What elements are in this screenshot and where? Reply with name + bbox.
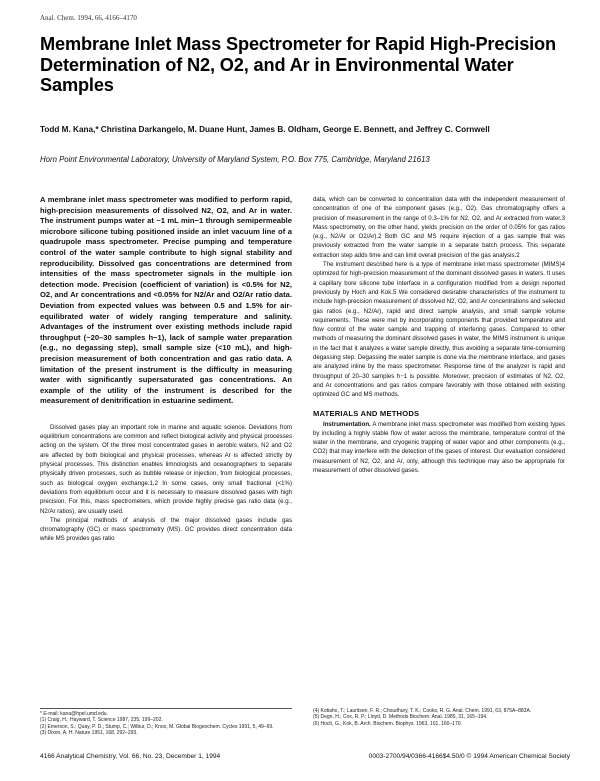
footnote: (2) Emerson, S.; Quay, P. D.; Stump, C.; Wilbur, D.; Knox, M. Global Biogeochem. Cycles 1991, 5, 49–69. [40, 723, 274, 730]
right-column [313, 195, 565, 475]
footnote: (4) Kotiaho, T.; Lauritsen, F. R.; Choudhury, T. K.; Cooks, R. G. Anal. Chem. 1991, 63, 875A–883A. [313, 708, 532, 714]
author-list: Todd M. Kana,* Christina Darkangelo, M. Duane Hunt, James B. Oldham, George E. Bennett, and Jeffrey C. Cornwell [40, 125, 490, 134]
footnote: (6) Hoch, G.; Kok, B. Arch. Biochem. Biophys. 1963, 101, 160–170. [313, 720, 462, 727]
intro-paragraph-1: Dissolved gases play an important role in marine and aquatic science. Deviations from equilibrium concentrations are common and reflect biological activity and physical processes acting on the system. Of the three most concentrated gases in aerobic waters, N2 and O2 are affected by both biological and physical processes, whereas Ar is affected strictly by physical processes. This distinction enables limnologists and oceanographers to separate physically driven processes, such as bubble release or injection, from biological processes, such as biological oxygen exchange.1,2 In some cases, only small fractional (<1%) deviations from equilibrium occur and it is necessary to measure dissolved gases with high precision. For this, mass spectrometers, which provide highly precise gas ratio data (e.g., N2/Ar ratios), are usually used. [40, 423, 292, 515]
footnotes-left [40, 708, 292, 737]
methods-text: A membrane inlet mass spectrometer was modified from existing types by including a highly stable flow of water across the membrane, temperature control of the water in the membrane, and cryogenic trapping of water vapor and other components (e.g., CO2) that may interfere with the detection of the gases of interest. Our evaluation considered measurement of N2, O2, and Ar, only, although this technique may also be appropriate for measurement of other dissolved gases. [313, 420, 565, 475]
methods-paragraph [313, 420, 565, 476]
footnotes-right [313, 708, 565, 727]
footnote: (1) Craig, H.; Hayward, T. Science 1987, 235, 199–202. [40, 717, 163, 724]
section-heading: MATERIALS AND METHODS [313, 408, 420, 418]
footnote: (3) Dixon, A. H. Nature 1951, 168, 292–293. [40, 730, 138, 737]
abstract: A membrane inlet mass spectrometer was modified to perform rapid, high-precision measurements of dissolved N2, O2, and Ar in water. The instrument pumps water at ~1 mL min−1 through semipermeable microbore silicone tubing positioned inside an inlet vacuum line of a quadrupole mass spectrometer. Precise pumping and temperature control of the water sample contribute to high signal stability and reproducibility. Dissolved gas concentrations are determined from intensities of the mass spectrometer signals in the multiple ion detection mode. Precision (coefficient of variation) is <0.5% for N2, O2, and Ar concentrations and <0.05% for N2/Ar and O2/Ar ratio data. Deviation from expected values was between 0.5 and 1.5% for air-equilibrated water of widely ranging temperature and salinity. Advantages of the instrument over existing methods include rapid throughput (~20–30 samples h−1), lack of sample water preparation (e.g., no degassing step), small sample size (<10 mL), and high-precision measurement of both concentration and gas ratio data. A limitation of the present instrument is the difficulty in measuring water with significantly supersaturated gas concentrations. An example of the utility of the instrument is described for the measurement of denitrification in estuarine sediment. [40, 195, 292, 406]
journal-header: Anal. Chem. 1994, 66, 4166–4170 [40, 14, 137, 22]
body-paragraph-2: The instrument described here is a type of membrane inlet mass spectrometer (MIMS)4 optimized for high-precision measurement of the dominant dissolved gases in waters. It uses a capillary bore silicone tube interface in a configuration modified from a design reported previously by Hoch and Kok.5 We considered desirable characteristics of the instrument to include high-precision measurement of dissolved N2, O2, and Ar concentrations and selected gas ratios (e.g., N2/Ar), rapid and direct sample analysis, and small sample volume requirements. These were met by incorporating components that provided temperature and flow control of the water sample and trapping of interfering gases. Compared to other methods of measuring the dominant dissolved gases in water, the MIMS instrument is unique in the fact that it analyzes a water sample directly, thus avoiding a separate time-consuming degassing step. Degassing the water sample is done via the membrane interface, and gases are analyzed inline by the mass spectrometer. Response time of the analyzer is rapid and throughput of 20–30 samples h−1 is possible. Moreover, precision of estimates of N2, O2, and Ar concentrations and gas ratios compare favorably with those obtained with existing optimized GC and MS methods. [313, 261, 565, 399]
subsection-heading: Instrumentation. [323, 420, 371, 428]
affiliation: Horn Point Environmental Laboratory, University of Maryland System, P.O. Box 775, Cambridge, Maryland 21613 [40, 155, 430, 164]
footer-journal: 4166 Analytical Chemistry, Vol. 66, No. 23, December 1, 1994 [40, 753, 221, 760]
footnote: (5) Degn, H.; Cox, R. P.; Lloyd, D. Methods Biochem. Anal. 1985, 31, 165–194. [313, 714, 488, 721]
footer-copyright: 0003-2700/94/0366-4166$4.50/0 © 1994 American Chemical Society [368, 753, 570, 760]
intro-paragraph-2: The principal methods of analysis of the major dissolved gases include gas chromatography (GC) or mass spectrometry (MS). GC provides direct concentration data while MS provides gas ratio [40, 516, 292, 543]
footnote: * E-mail: kana@hpel.umd.edu. [40, 711, 108, 717]
article-title: Membrane Inlet Mass Spectrometer for Rapid High-Precision Determination of N2, O2, and Ar in Environmental Water Samples [40, 34, 556, 95]
left-column [40, 195, 292, 544]
body-paragraph-1: data, which can be converted to concentration data with the independent measurement of concentration of one of the component gases (e.g., O2). Gas chromatography offers a precision of measurement in the range of 0.3–1% for N2, O2, and Ar extracted from water.3 Mass spectrometry, on the other hand, yields precision on the order of 0.05% for gas ratios (e.g., N2/Ar or O2/Ar).2 Both GC and MS require injection of a gas sample that was previously extracted from the water sample in a separate batch process. This separate extraction step adds time and can limit overall precision of the gas analysis.2 [313, 196, 565, 259]
